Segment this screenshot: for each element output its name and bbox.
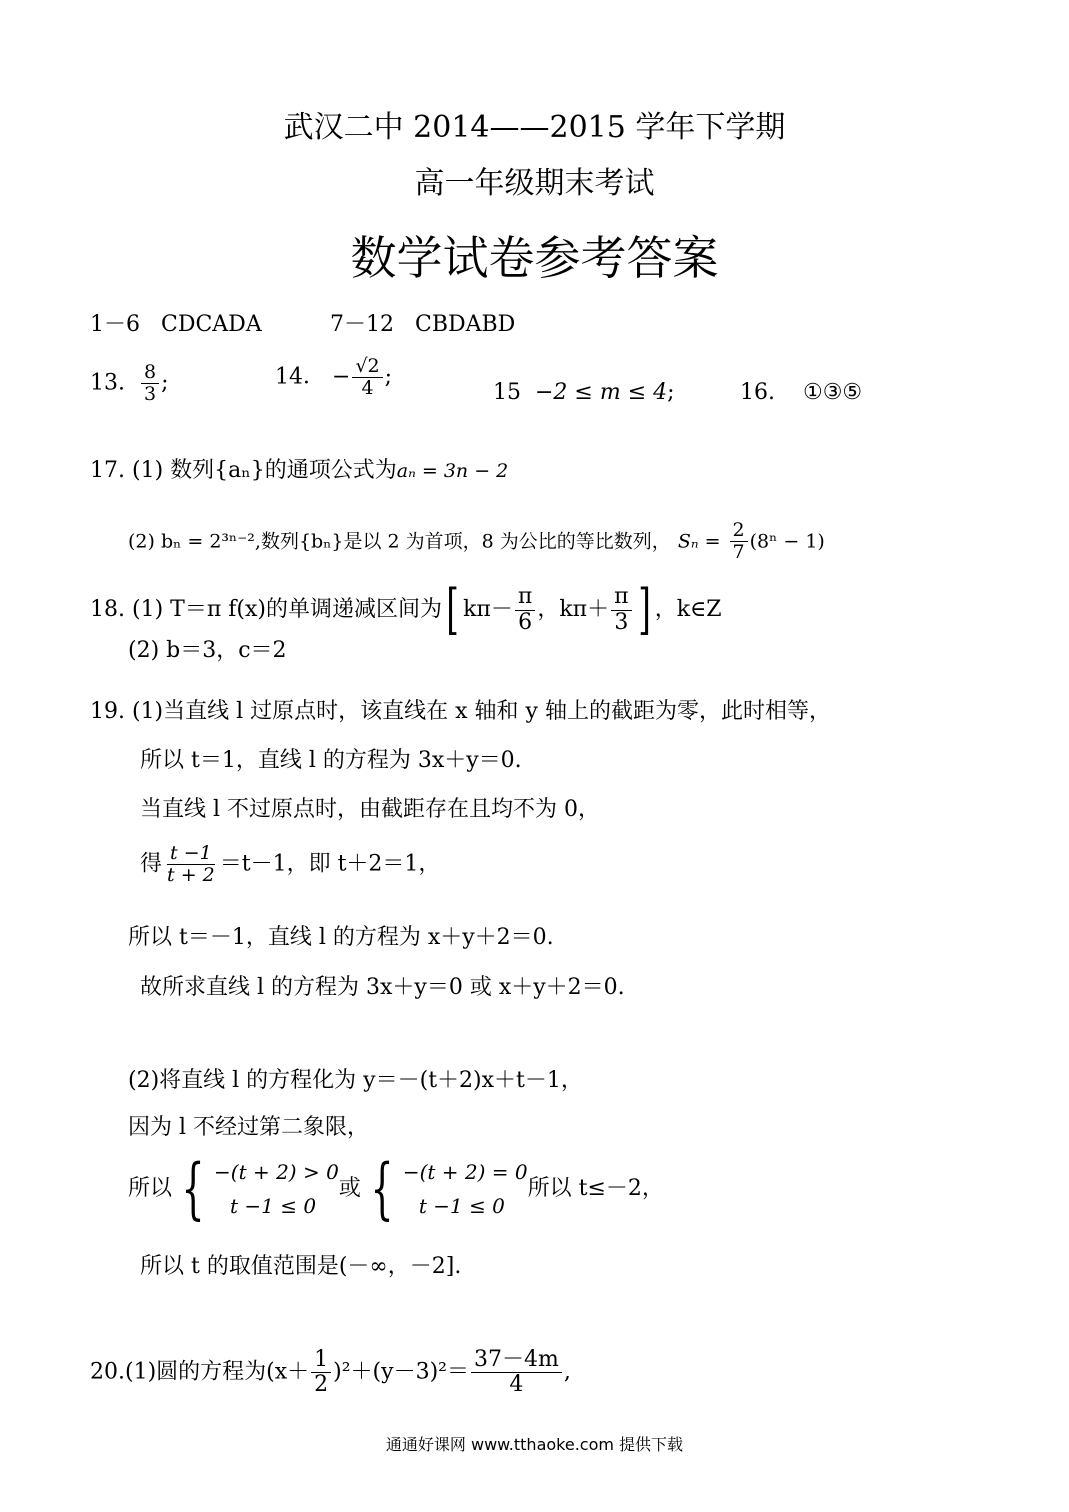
answer-14: 14． − $\frac{√2}{4}$ ; — [275, 355, 393, 399]
answer-16: 16. ①③⑤ — [740, 380, 863, 405]
q17-part2: (2) bₙ = 2³ⁿ⁻²,数列{bₙ}是以 2 为首项，8 为公比的等比数列， Sₙ = $\frac{2}{7}$ (8ⁿ − 1) — [128, 519, 825, 563]
q19-line-5: 所以 t＝－1，直线 l 的方程为 x＋y＋2＝0. — [128, 925, 554, 950]
q19-line-6: 故所求直线 l 的方程为 3x＋y＝0 或 x＋y＋2＝0. — [140, 975, 625, 1000]
choice-answers-7-12: 7－12 CBDABD — [330, 312, 516, 337]
q20-part1: 20.(1)圆的方程为(x＋ $\frac{1}{2}$ )²＋(y－3)²＝ $\frac{37-4m}{4}$ , — [90, 1347, 571, 1398]
q19-line-7: (2)将直线 l 的方程化为 y＝－(t＋2)x＋t－1， — [128, 1068, 583, 1093]
answer-13: 13. $\frac{8}{3}$ ; — [90, 361, 169, 405]
q17-part1: 17. (1) 数列{aₙ}的通项公式为aₙ = 3n − 2 — [90, 458, 509, 483]
q19-line-3: 当直线 l 不过原点时，由截距存在且均不为 0， — [140, 797, 601, 822]
q18-part1: 18. (1) T＝π f(x)的单调递减区间为[ kπ－ $\frac{\pi}{6}$ ，kπ＋ $\frac{\pi}{3}$ ] ，k∈Z — [90, 578, 722, 641]
answer-15: 15 −2 ≤ m ≤ 4; — [493, 380, 675, 405]
q19-line-2: 所以 t＝1，直线 l 的方程为 3x＋y＝0. — [140, 748, 522, 773]
q19-line-1: 19. (1)当直线 l 过原点时，该直线在 x 轴和 y 轴上的截距为零，此时相等， — [90, 699, 831, 724]
main-title: 数学试卷参考答案 — [350, 231, 719, 285]
choice-answers-1-6: 1－6 CDCADA — [90, 312, 262, 337]
q19-line-8: 因为 l 不经过第二象限， — [128, 1115, 370, 1140]
title-line-1: 武汉二中 2014——2015 学年下学期 — [283, 110, 786, 145]
title-line-2: 高一年级期末考试 — [414, 166, 655, 201]
footer-source: 通通好课网 www.tthaoke.com 提供下载 — [385, 1435, 684, 1454]
q18-part2: (2) b＝3，c＝2 — [128, 638, 287, 663]
q19-line-9: 所以 { −(t + 2) > 0 t −1 ≤ 0 或 { −(t + 2) = 0 t −1 ≤ 0 所以 t≤－2， — [128, 1150, 664, 1227]
q19-line-10: 所以 t 的取值范围是(－∞，－2]. — [140, 1254, 462, 1279]
q19-line-4: 得 $\frac{t -1}{t + 2}$ ＝t－1，即 t＋2＝1， — [140, 842, 441, 886]
